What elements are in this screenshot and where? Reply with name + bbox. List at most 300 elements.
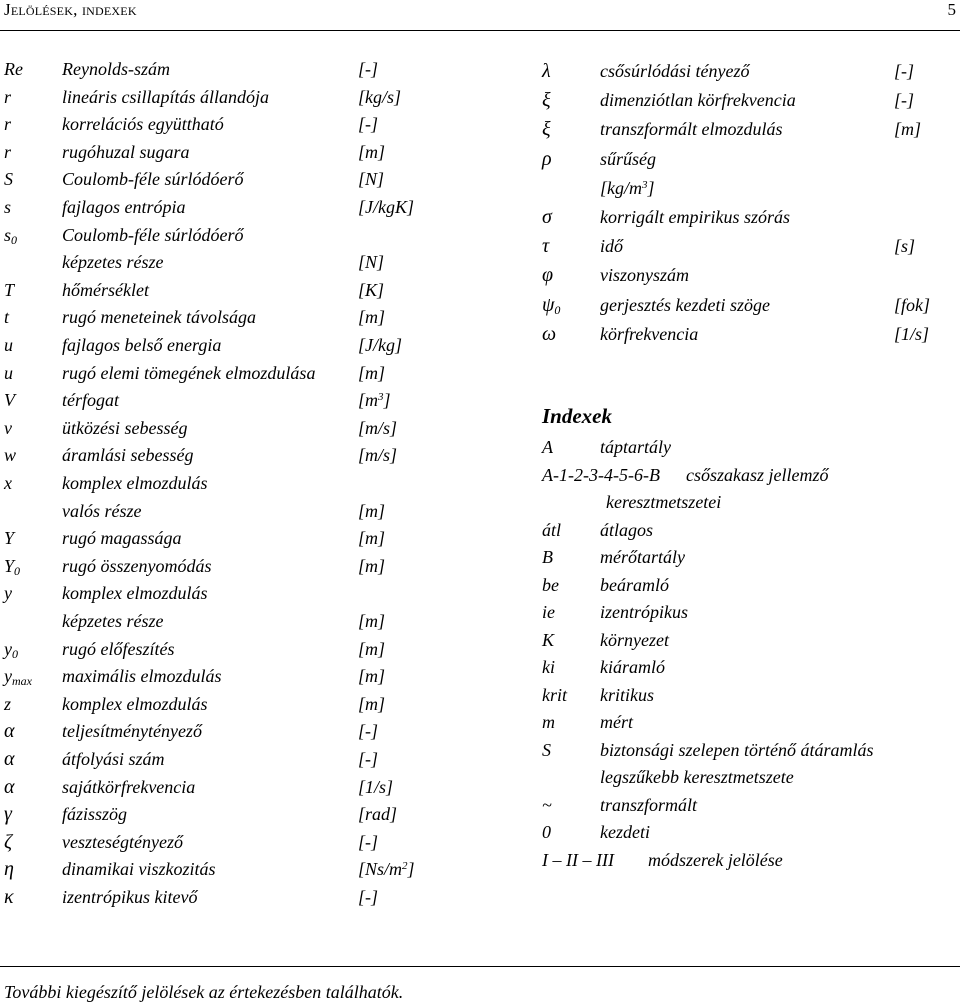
symbol-row: [4, 444, 524, 468]
unit: [358, 638, 385, 660]
symbol-text: σ: [542, 206, 552, 228]
unit-text: [-]: [358, 114, 379, 135]
symbol: [4, 472, 12, 494]
symbol: [4, 444, 16, 466]
symbol-subscript: max: [12, 674, 32, 689]
description: [600, 89, 796, 111]
symbol-text: α: [4, 775, 15, 798]
unit-text: [Ns/m: [358, 859, 403, 880]
symbol-row: [4, 803, 524, 827]
description: [600, 794, 697, 816]
symbol-text: ξ: [542, 89, 551, 112]
unit-text: [N]: [358, 252, 385, 273]
unit: [894, 323, 929, 345]
unit-text: [m/s]: [358, 445, 398, 466]
symbol-text: φ: [542, 264, 554, 287]
symbol-text: w: [4, 445, 17, 466]
symbol: [4, 389, 15, 411]
unit: [358, 886, 378, 908]
index-row: [542, 491, 952, 515]
symbol-row: [542, 235, 952, 259]
description-text: komplex elmozdulás: [62, 693, 208, 714]
unit: [358, 168, 384, 190]
unit-text: [m]: [358, 555, 386, 576]
description: [62, 86, 269, 108]
index-row: [542, 601, 952, 625]
symbol-row: [542, 118, 952, 142]
unit: [358, 776, 393, 798]
unit: [358, 610, 385, 632]
description-text: fázisszög: [62, 804, 128, 825]
description-text: idő: [600, 236, 624, 257]
symbol: [542, 601, 555, 623]
unit: [358, 500, 385, 522]
unit-text: [-]: [894, 61, 915, 81]
symbol: [542, 60, 551, 82]
unit: [358, 334, 402, 356]
description-text: sajátkörfrekvencia: [62, 776, 196, 797]
symbol: [542, 739, 551, 761]
symbol-row: [542, 60, 952, 84]
description-text: beáramló: [600, 574, 669, 595]
symbol: [4, 113, 11, 135]
description-superscript: 3: [642, 178, 648, 191]
description: [62, 720, 202, 742]
symbol-text: η: [4, 858, 14, 881]
symbol-text: s: [4, 197, 12, 217]
description: [62, 555, 212, 577]
symbol-row: [4, 168, 524, 192]
unit: [358, 251, 384, 273]
description-text: ütközési sebesség: [62, 417, 188, 438]
symbol-row: [4, 224, 524, 248]
unit-end: ]: [407, 859, 415, 880]
unit-text: [-]: [358, 59, 379, 79]
unit-text: [m]: [358, 528, 386, 549]
indexes-heading: Indexek: [542, 404, 612, 428]
description: [62, 141, 190, 163]
symbol: [542, 464, 660, 486]
index-row: [542, 849, 952, 873]
description-text: körfrekvencia: [600, 323, 699, 344]
symbol-row: [4, 582, 524, 606]
symbol-row: [4, 527, 524, 551]
unit: [358, 196, 414, 218]
description-text: veszteségtényező: [62, 831, 183, 852]
description-text: sűrűség: [600, 148, 657, 169]
description: [62, 279, 149, 301]
unit: [358, 665, 385, 687]
unit-text: [rad]: [358, 804, 398, 825]
symbol-text: ω: [542, 322, 557, 345]
unit: [894, 294, 930, 316]
description: [600, 656, 665, 678]
symbol: [4, 362, 13, 384]
symbol-row: [4, 720, 524, 744]
description-text: izentrópikus: [600, 602, 688, 622]
symbol-subscript: 0: [14, 563, 21, 578]
symbol-row: [4, 555, 524, 579]
symbol-text: γ: [4, 803, 12, 826]
unit: [358, 86, 401, 108]
symbol: [542, 235, 549, 257]
symbol: [542, 546, 553, 568]
description: [600, 546, 685, 568]
unit-text: [kg/s]: [358, 86, 402, 107]
description: [62, 886, 197, 908]
unit-text: [m/s]: [358, 417, 398, 438]
symbol: [4, 831, 12, 853]
unit-text: [m]: [358, 693, 386, 714]
description: [62, 831, 183, 853]
unit: [358, 555, 385, 577]
unit: [358, 720, 378, 742]
symbol: [4, 196, 11, 218]
symbol: [542, 436, 553, 458]
description-text: kiáramló: [600, 657, 665, 677]
symbol-row: [4, 665, 524, 689]
description-text: mérőtartály: [600, 547, 685, 567]
symbol: [4, 858, 14, 880]
index-row: [542, 684, 952, 708]
symbol-row: [4, 831, 524, 855]
description: [62, 58, 170, 80]
description: [600, 739, 874, 761]
description-text: gerjesztés kezdeti szöge: [600, 294, 770, 315]
unit: [358, 693, 385, 715]
description-text: Reynolds-szám: [62, 59, 170, 79]
symbol: [4, 224, 17, 246]
symbol-text: r: [4, 114, 12, 135]
unit-text: [m]: [358, 362, 386, 383]
description-text: dimenziótlan körfrekvencia: [600, 90, 796, 111]
description-text: átfolyási szám: [62, 749, 165, 769]
unit: [358, 306, 385, 328]
unit-text: [m]: [358, 307, 386, 328]
unit: [358, 803, 397, 825]
symbol-text: r: [4, 86, 12, 107]
symbol-text: x: [4, 473, 12, 493]
symbol-text: y: [4, 583, 12, 604]
symbol-row: [4, 279, 524, 303]
description: [62, 306, 256, 328]
symbol-text: krit: [542, 684, 567, 705]
description-text: lineáris csillapítás állandója: [62, 86, 270, 107]
description: [600, 519, 653, 541]
unit: [894, 235, 915, 257]
description: [62, 527, 182, 549]
symbol-text: λ: [542, 60, 551, 82]
index-row: [542, 436, 952, 460]
symbol-row: [4, 334, 524, 358]
symbol-row: [4, 251, 524, 275]
description-text: viszonyszám: [600, 265, 689, 286]
index-row: [542, 794, 952, 818]
symbol-text: u: [4, 335, 13, 355]
symbol-text: ~: [542, 794, 552, 815]
symbol-text: y: [4, 666, 12, 687]
symbol-subscript: 0: [12, 646, 18, 661]
unit-text: [K]: [358, 279, 385, 300]
description-text: rugó összenyomódás: [62, 555, 212, 576]
symbol-row: [4, 748, 524, 772]
description: [62, 665, 222, 687]
description-text: komplex elmozdulás: [62, 583, 208, 604]
symbol-text: ζ: [4, 830, 13, 853]
unit-text: [fok]: [894, 294, 930, 315]
symbol: [4, 748, 15, 770]
description: [62, 472, 207, 494]
symbol: [4, 417, 12, 439]
symbol-text: z: [4, 693, 12, 714]
symbol-text: ξ: [542, 118, 551, 141]
unit-text: [-]: [358, 749, 379, 769]
symbol-row: [542, 148, 952, 172]
symbol: [542, 294, 560, 316]
unit-text: [-]: [358, 831, 379, 852]
symbol-text: A: [542, 437, 553, 457]
symbol-text: κ: [4, 886, 14, 908]
symbol-row: [542, 323, 952, 347]
unit: [894, 89, 914, 111]
symbol: [4, 58, 23, 80]
description: [600, 118, 783, 140]
symbol-text: I – II – III: [542, 849, 614, 870]
symbol-text: ki: [542, 657, 555, 677]
symbol-text: α: [4, 748, 15, 770]
unit: [358, 362, 385, 384]
symbol-text: A-1-2-3-4-5-6-B: [542, 464, 660, 485]
description: [600, 235, 623, 257]
symbol: [4, 141, 11, 163]
symbol: [4, 638, 18, 660]
symbol: [4, 168, 13, 190]
symbol-text: m: [542, 712, 555, 732]
unit-text: [m]: [894, 119, 922, 140]
page-number: 5: [947, 0, 956, 19]
description-text: térfogat: [62, 390, 119, 411]
symbol-text: T: [4, 279, 15, 300]
symbol-row: [4, 86, 524, 110]
description-text: hőmérséklet: [62, 279, 149, 300]
description-text: táptartály: [600, 437, 671, 457]
unit: [358, 389, 391, 411]
symbol-text: be: [542, 574, 559, 595]
symbol-text: u: [4, 362, 13, 383]
footer-rule: [0, 966, 960, 967]
description: [62, 389, 119, 411]
symbol-row: [4, 886, 524, 910]
symbol-subscript: 0: [11, 232, 18, 247]
description: [600, 821, 650, 843]
description-text: dinamikai viszkozitás: [62, 859, 216, 880]
unit: [358, 444, 397, 466]
unit-text: [s]: [894, 236, 916, 257]
symbol-text: y: [4, 638, 12, 659]
symbol-row: [4, 389, 524, 413]
symbol-row: [542, 264, 952, 288]
description: [62, 858, 216, 880]
description-text: rugóhuzal sugara: [62, 141, 190, 162]
description: [600, 574, 669, 596]
description: [62, 803, 127, 825]
unit-text: [N]: [358, 169, 385, 190]
symbol-row: [4, 858, 524, 882]
unit-text: [J/kg]: [358, 335, 402, 355]
index-row: [542, 739, 952, 763]
symbol: [4, 306, 9, 328]
index-row: [542, 656, 952, 680]
unit: [358, 748, 378, 770]
unit-text: [m]: [358, 141, 386, 162]
description-text: rugó magassága: [62, 528, 182, 549]
description-text: csősúrlódási tényező: [600, 61, 750, 81]
symbol-row: [4, 610, 524, 634]
symbol-row: [4, 362, 524, 386]
unit-text: [m]: [358, 666, 386, 687]
index-row: [542, 546, 952, 570]
symbol-text: τ: [542, 235, 550, 258]
description-text: rugó előfeszítés: [62, 638, 175, 659]
description: [62, 748, 165, 770]
unit: [894, 60, 914, 82]
description-text: legszűkebb keresztmetszete: [600, 767, 794, 787]
symbol-row: [4, 776, 524, 800]
description: [62, 417, 187, 439]
symbol-text: Re: [4, 59, 23, 79]
symbol-row: [542, 294, 952, 318]
description: [62, 113, 224, 135]
description: [600, 294, 770, 316]
symbol: [4, 776, 15, 798]
symbol-text: ie: [542, 602, 555, 622]
description: [606, 491, 721, 513]
header-rule: [0, 30, 960, 31]
symbol: [4, 86, 11, 108]
index-row: [542, 574, 952, 598]
symbol: [4, 720, 15, 742]
symbol-text: α: [4, 720, 15, 743]
symbol: [542, 89, 551, 111]
unit-text: [-]: [358, 721, 379, 742]
symbol: [542, 821, 551, 843]
symbol-row: [4, 500, 524, 524]
unit-superscript: 2: [402, 860, 408, 873]
description: [62, 196, 186, 218]
description: [600, 684, 654, 706]
description-text: fajlagos belső energia: [62, 335, 222, 355]
description-text: biztonsági szelepen történő átáramlás: [600, 739, 874, 760]
unit: [358, 58, 378, 80]
description-text: kezdeti: [600, 822, 650, 842]
description: [62, 582, 207, 604]
symbol-text: ρ: [542, 147, 552, 170]
description: [600, 206, 790, 228]
symbol-text: s: [4, 224, 12, 245]
symbol: [542, 629, 554, 651]
description-text: valós része: [62, 500, 142, 521]
symbol-text: 0: [542, 822, 551, 842]
symbol-row: [4, 638, 524, 662]
symbol: [4, 279, 14, 301]
unit: [358, 858, 415, 880]
description: [600, 323, 698, 345]
description-text: átlagos: [600, 519, 654, 540]
index-row: [542, 711, 952, 735]
description-text: áramlási sebesség: [62, 445, 194, 466]
symbol-text: Y: [4, 528, 15, 549]
symbol-text: V: [4, 390, 15, 411]
symbol: [4, 803, 12, 825]
description-text: Coulomb-féle súrlódóerő: [62, 169, 244, 190]
index-row: [542, 464, 952, 488]
description-text: korrelációs együttható: [62, 114, 224, 135]
unit-text: [m]: [358, 638, 386, 659]
description-text: fajlagos entrópia: [62, 197, 186, 217]
unit-text: [1/s]: [894, 323, 930, 344]
symbol: [542, 118, 551, 140]
description: [600, 148, 656, 170]
symbol: [542, 264, 553, 286]
symbol-row: [542, 177, 952, 201]
unit-text: [m]: [358, 611, 386, 631]
description: [648, 849, 783, 871]
symbol-text: t: [4, 307, 10, 328]
description: [600, 60, 749, 82]
page-header: [0, 0, 960, 30]
description-text: képzetes része: [62, 611, 164, 631]
unit-text: [1/s]: [358, 776, 394, 797]
unit-text: [J/kgK]: [358, 197, 414, 217]
index-row: [542, 821, 952, 845]
unit: [358, 279, 384, 301]
description: [62, 693, 207, 715]
symbol-row: [542, 89, 952, 113]
unit-text: [m: [358, 390, 379, 411]
unit-superscript: 3: [378, 391, 384, 404]
symbol: [542, 148, 552, 170]
symbol: [542, 684, 567, 706]
unit-text: [m]: [358, 500, 386, 521]
description: [600, 177, 655, 199]
description-text: teljesítménytényező: [62, 721, 202, 742]
symbol: [4, 886, 14, 908]
symbol-text: Y: [4, 555, 15, 576]
unit: [358, 527, 385, 549]
description: [600, 264, 689, 286]
unit: [358, 113, 378, 135]
description-text: képzetes része: [62, 252, 164, 273]
unit-end: ]: [383, 390, 391, 411]
description-text: [kg/m: [600, 177, 642, 198]
description-text: környezet: [600, 629, 669, 650]
symbol: [542, 849, 614, 871]
symbol: [542, 206, 552, 228]
description: [62, 444, 194, 466]
description-text: izentrópikus kitevő: [62, 887, 198, 907]
symbol: [4, 665, 32, 687]
header-title: Jelölések, indexek: [4, 0, 137, 19]
symbol-text: S: [4, 169, 13, 190]
description: [62, 362, 315, 384]
symbol: [542, 711, 555, 733]
description-text: mért: [600, 712, 633, 732]
unit: [894, 118, 921, 140]
symbol-text: átl: [542, 519, 562, 540]
symbol: [542, 323, 556, 345]
description-text: transzformált: [600, 794, 698, 815]
index-row: [542, 629, 952, 653]
